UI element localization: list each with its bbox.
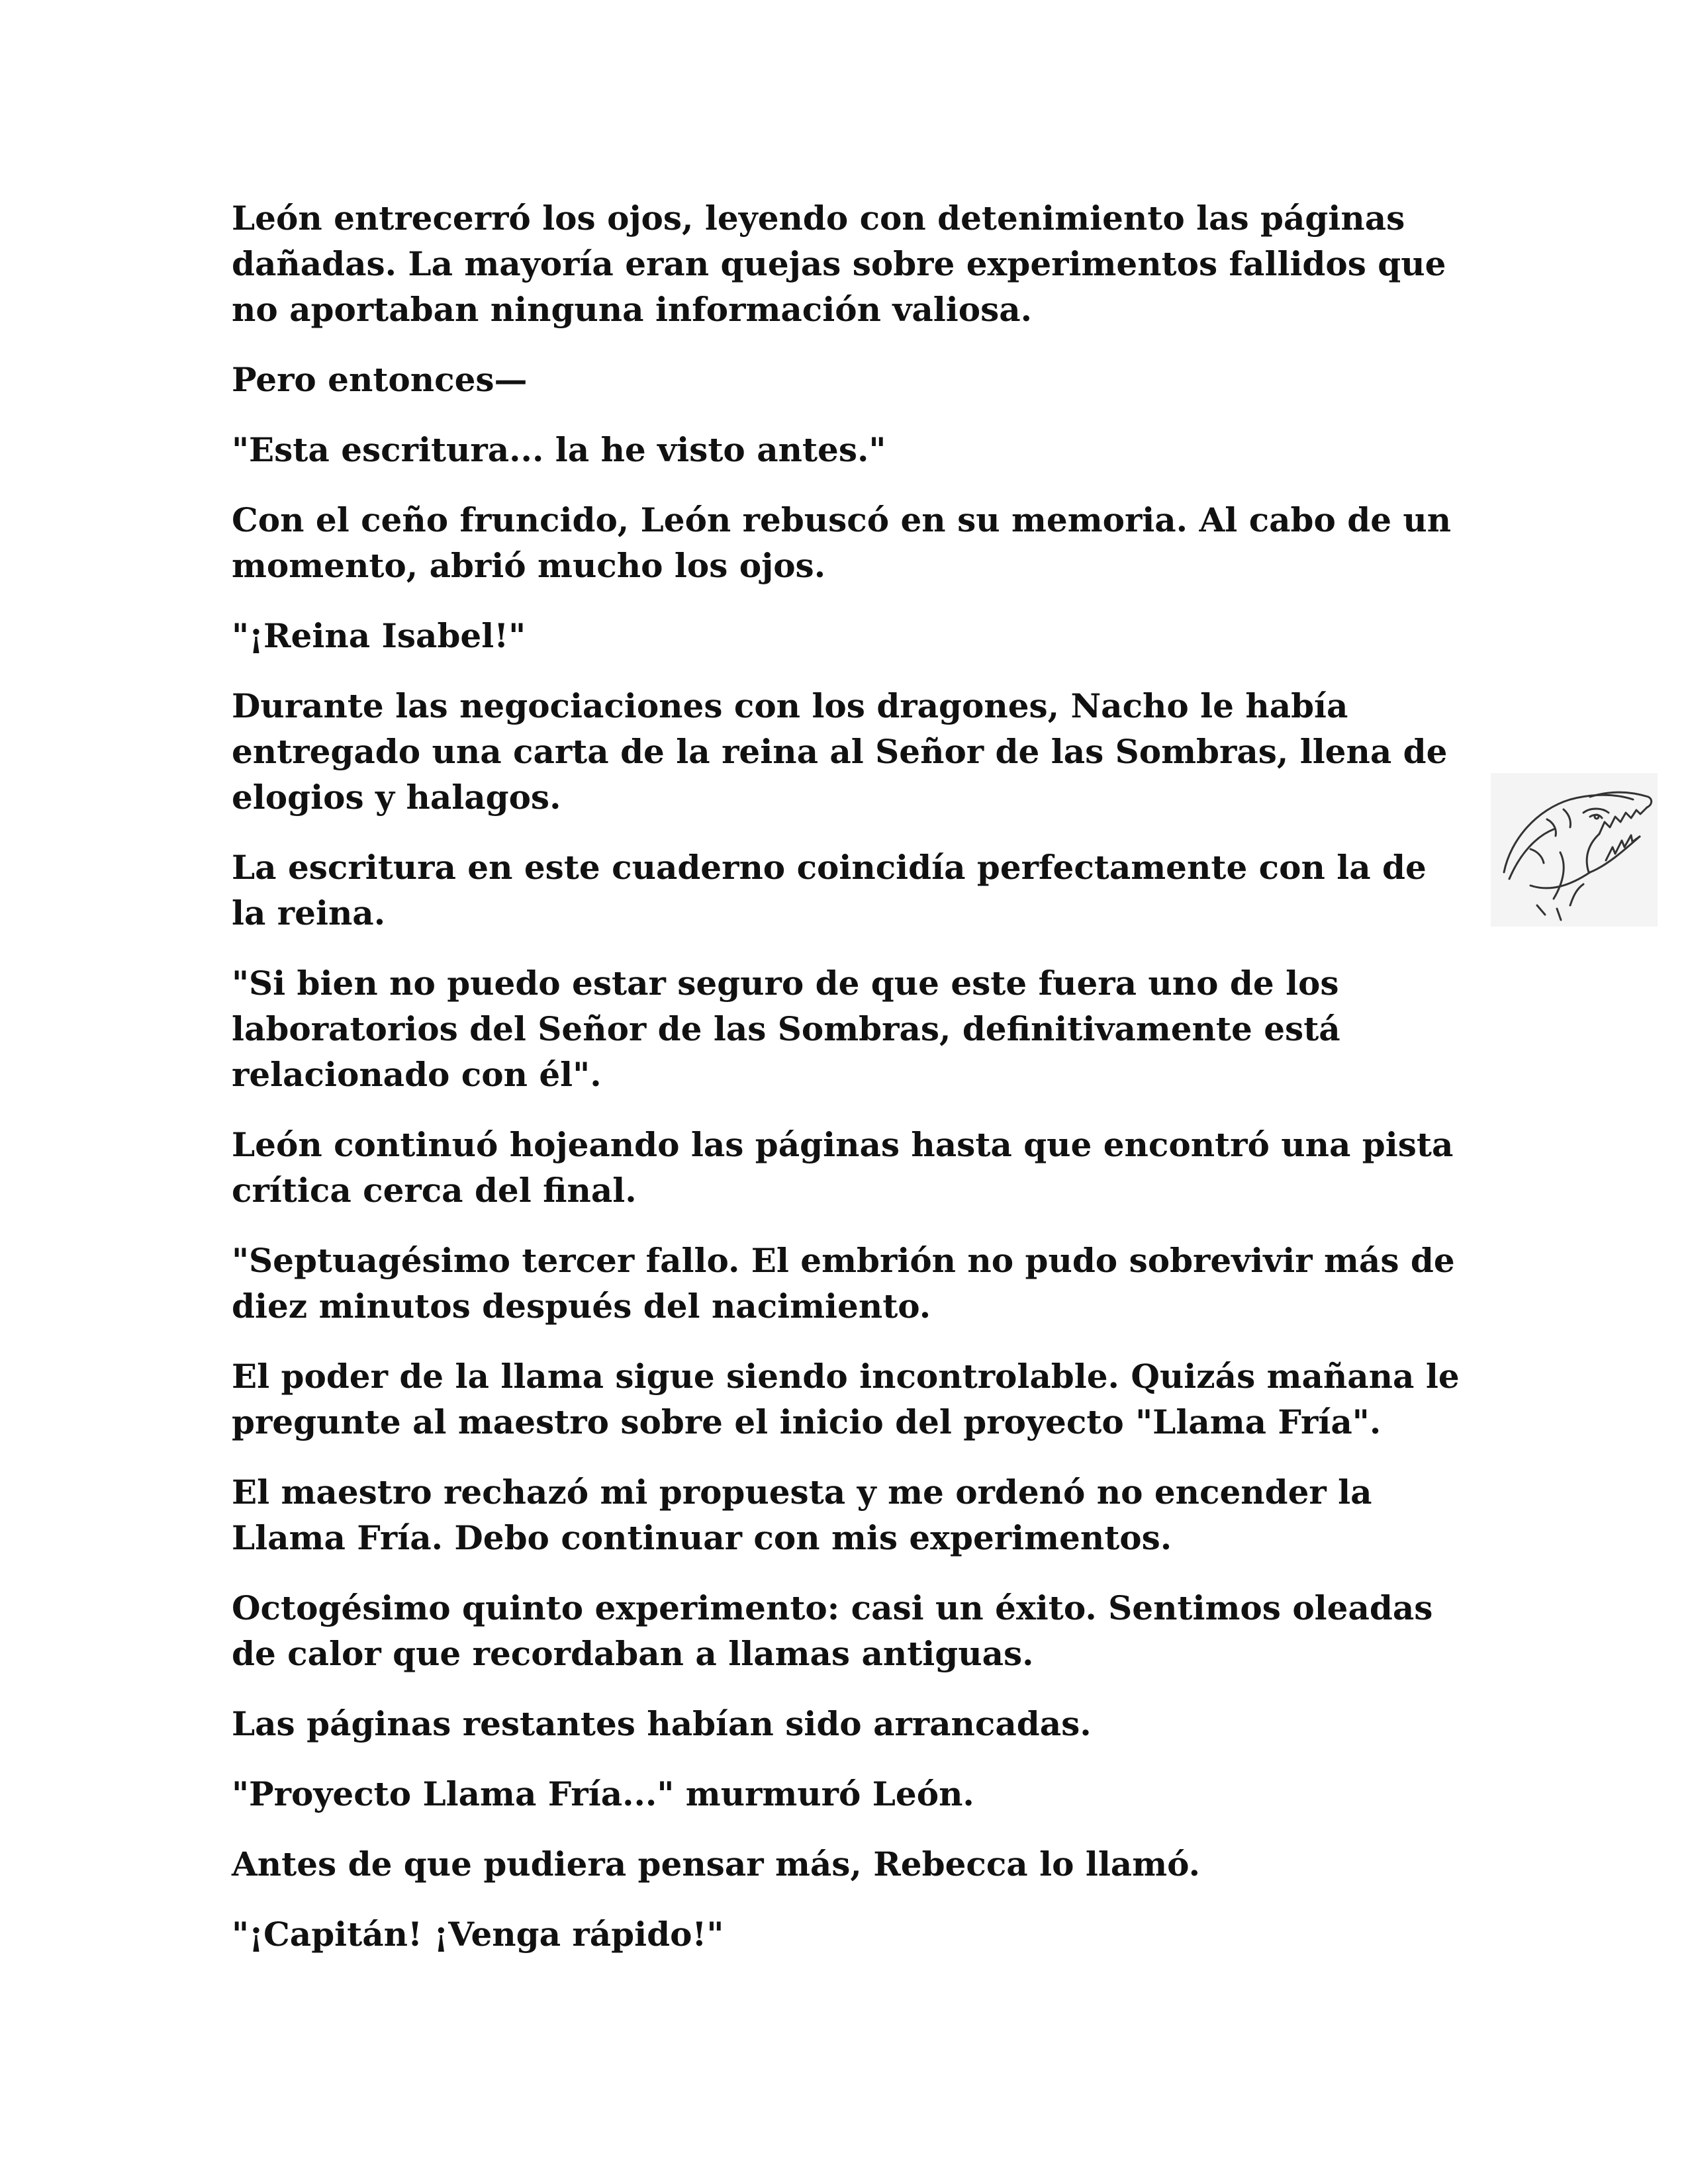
paragraph: "Proyecto Llama Fría..." murmuró León. bbox=[232, 1774, 974, 1813]
dinosaur-head-sketch-icon bbox=[1491, 773, 1658, 927]
paragraph: Durante las negociaciones con los dragones, Nacho le había entregado una carta de la reina al Señor de las Sombras, llena de elogios y halagos. bbox=[232, 686, 1448, 817]
paragraph: Octogésimo quinto experimento: casi un éxito. Sentimos oleadas de calor que recordaban a llamas antiguas. bbox=[232, 1588, 1433, 1673]
paragraph: León continuó hojeando las páginas hasta que encontró una pista crítica cerca del final. bbox=[232, 1125, 1454, 1210]
paragraph: "Si bien no puedo estar seguro de que este fuera uno de los laboratorios del Señor de las Sombras, definitivamente está relacionado con él". bbox=[232, 964, 1340, 1094]
paragraph: "¡Reina Isabel!" bbox=[232, 616, 526, 655]
paragraph: El poder de la llama sigue siendo incontrolable. Quizás mañana le pregunte al maestro sobre el inicio del proyecto "Llama Fría". bbox=[232, 1357, 1460, 1441]
paragraph: El maestro rechazó mi propuesta y me ordenó no encender la Llama Fría. Debo continuar con mis experimentos. bbox=[232, 1473, 1372, 1557]
paragraph: Con el ceño fruncido, León rebuscó en su memoria. Al cabo de un momento, abrió mucho los ojos. bbox=[232, 500, 1452, 585]
paragraph: Las páginas restantes habían sido arrancadas. bbox=[232, 1704, 1092, 1743]
paragraph: León entrecerró los ojos, leyendo con detenimiento las páginas dañadas. La mayoría eran quejas sobre experimentos fallidos que no aportaban ninguna información valiosa. bbox=[232, 199, 1446, 329]
paragraph: La escritura en este cuaderno coincidía perfectamente con la de la reina. bbox=[232, 848, 1427, 933]
paragraph: "Esta escritura... la he visto antes." bbox=[232, 430, 886, 469]
paragraph: Antes de que pudiera pensar más, Rebecca lo llamó. bbox=[232, 1844, 1200, 1884]
paragraph: "¡Capitán! ¡Venga rápido!" bbox=[232, 1915, 724, 1954]
paragraph: "Septuagésimo tercer fallo. El embrión no pudo sobrevivir más de diez minutos después del nacimiento. bbox=[232, 1241, 1455, 1326]
story-text bbox=[232, 195, 1470, 1981]
paragraph: Pero entonces— bbox=[232, 360, 528, 399]
